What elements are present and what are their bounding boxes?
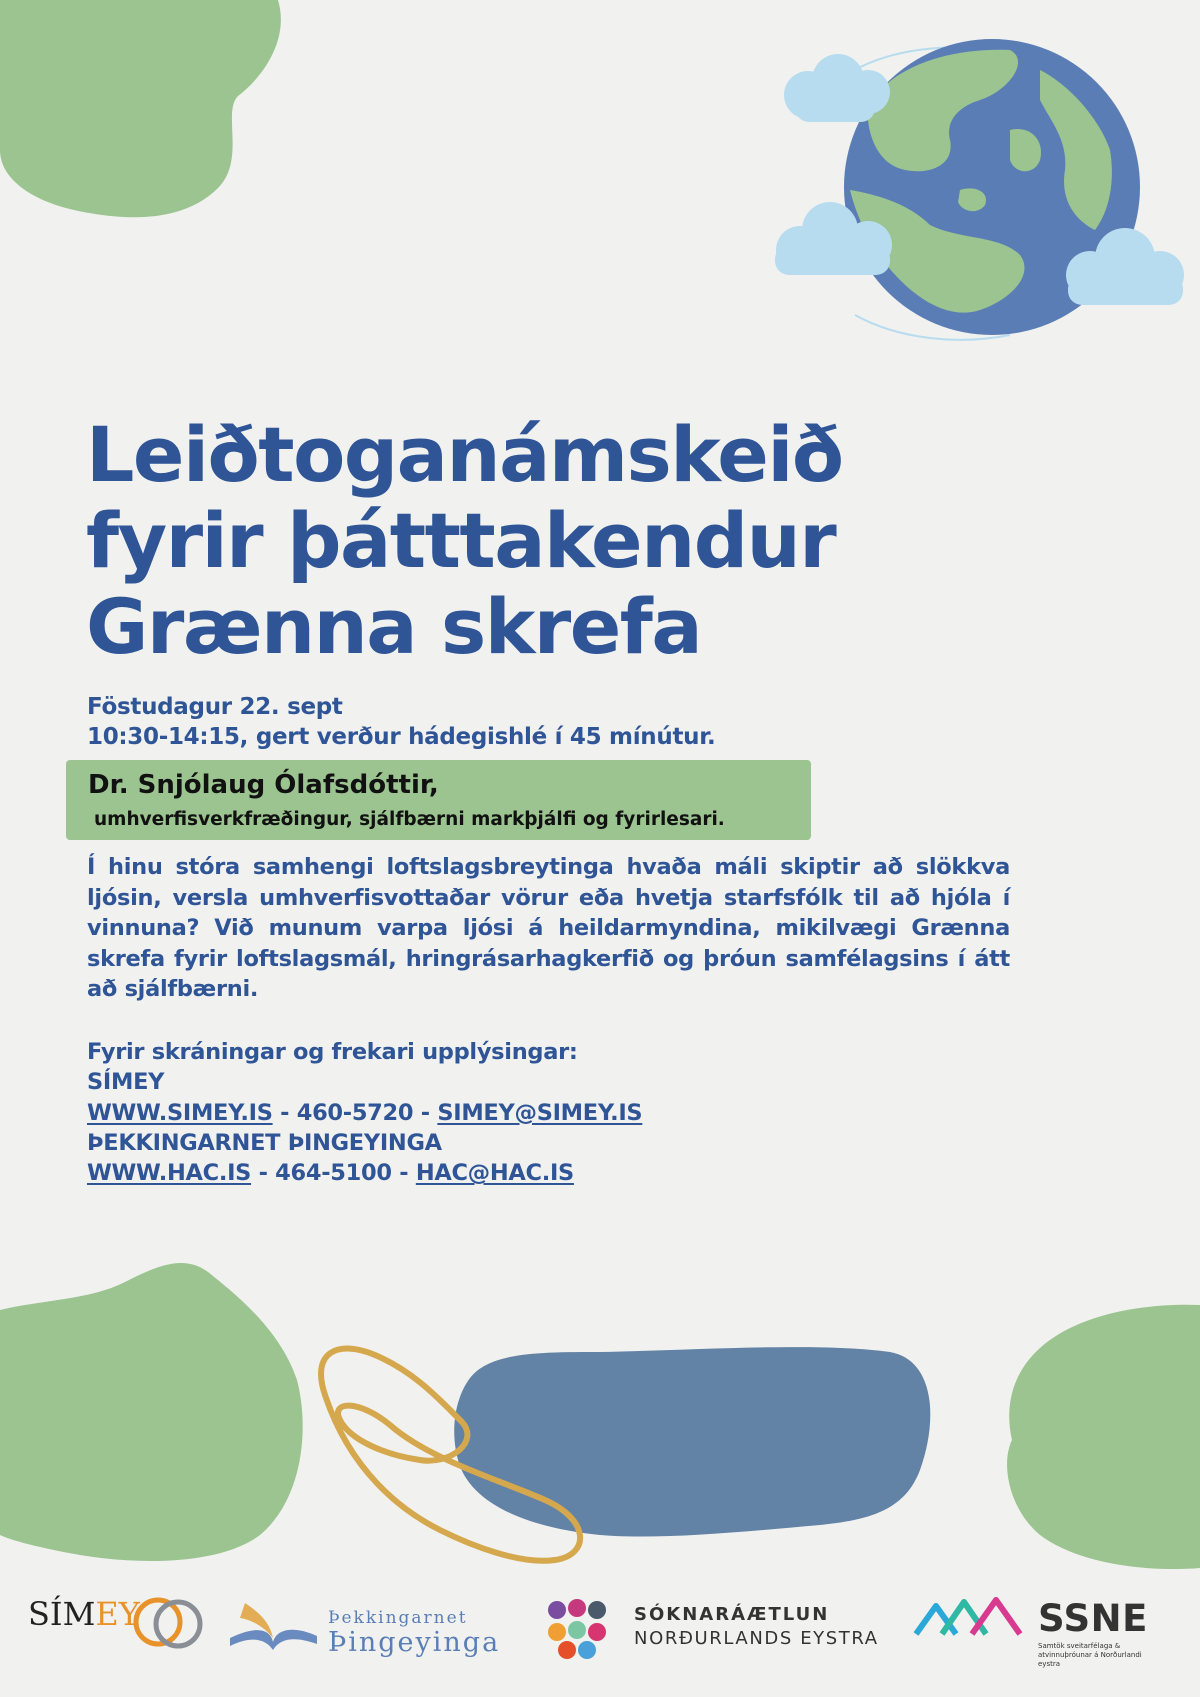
blue-blob-bottom — [454, 1347, 930, 1536]
org2-phone: 464-5100 — [275, 1160, 392, 1187]
soknaraaetlun-logo — [634, 1606, 879, 1648]
hexagons-icon — [545, 1598, 623, 1660]
simey-logo-text-accent: EY — [95, 1595, 140, 1633]
simey-logo — [28, 1595, 140, 1633]
simey-logo-text: SÍM — [28, 1595, 96, 1633]
book-icon — [225, 1598, 320, 1656]
separator: - — [251, 1160, 276, 1187]
separator: - — [391, 1160, 416, 1187]
contact-heading: Fyrir skráningar og frekari upplýsingar: — [87, 1039, 578, 1065]
green-blob-top-left — [0, 0, 281, 217]
separator: - — [413, 1099, 438, 1126]
org2-contact-row — [87, 1158, 642, 1188]
separator: - — [272, 1099, 297, 1126]
speaker-name: Dr. Snjólaug Ólafsdóttir, — [88, 770, 439, 800]
event-time: 10:30-14:15, gert verður hádegishlé í 45 mínútur. — [87, 724, 716, 750]
ssne-logo-subtext: Samtök sveitarfélaga & atvinnuþróunar á Norðurlandi eystra — [1038, 1642, 1142, 1668]
cloud-icon — [784, 54, 890, 122]
contact-info — [87, 1037, 642, 1188]
green-blob-bottom-left — [0, 1263, 303, 1561]
org2-name: ÞEKKINGARNET ÞINGEYINGA — [87, 1129, 442, 1156]
event-datetime — [87, 692, 715, 752]
soknaraaetlun-logo-line-2: NORÐURLANDS EYSTRA — [634, 1628, 879, 1649]
speaker-box — [66, 760, 811, 840]
ssne-logo — [1038, 1597, 1156, 1669]
org1-contact-row — [87, 1098, 642, 1128]
green-blob-bottom-right — [1007, 1305, 1200, 1569]
rings-icon — [128, 1592, 210, 1652]
org1-name: SÍMEY — [87, 1069, 165, 1096]
title-line-1: Leiðtoganámskeið — [86, 410, 843, 499]
org1-website-link[interactable]: WWW.SIMEY.IS — [87, 1099, 273, 1126]
org2-website-link[interactable]: WWW.HAC.IS — [87, 1160, 252, 1187]
title-line-2: fyrir þátttakendur — [86, 496, 836, 585]
mountains-icon — [912, 1594, 1030, 1644]
soknaraaetlun-logo-line-1: SÓKNARÁÆTLUN — [634, 1604, 830, 1625]
thekkingarnet-logo-line-1: Þekkingarnet — [328, 1608, 468, 1628]
ssne-logo-text: SSNE — [1038, 1597, 1148, 1640]
event-date: Föstudagur 22. sept — [87, 694, 343, 720]
org1-phone: 460-5720 — [296, 1099, 414, 1126]
org2-email-link[interactable]: HAC@HAC.IS — [415, 1160, 574, 1187]
org1-email-link[interactable]: SIMEY@SIMEY.IS — [437, 1099, 643, 1126]
thekkingarnet-logo-line-2: Þingeyinga — [328, 1627, 501, 1658]
thekkingarnet-logo — [328, 1610, 500, 1656]
title-line-3: Grænna skrefa — [86, 582, 702, 671]
description: Í hinu stóra samhengi loftslagsbreytinga hvaða máli skiptir að slökkva ljósin, versla umhverfisvottaðar vörur eða hvetja starfsfólk til að hjóla í vinnuna? Við munum varpa ljósi á heildarmyndina, mikilvægi Grænna skrefa fyrir loftslagsmál, hringrásarhagkerfið og þróun samfélagsins í átt að sjálfbærni. — [87, 854, 1010, 1002]
speaker-role: umhverfisverkfræðingur, sjálfbærni markþjálfi og fyrirlesari. — [94, 809, 725, 830]
page-title — [86, 412, 843, 670]
